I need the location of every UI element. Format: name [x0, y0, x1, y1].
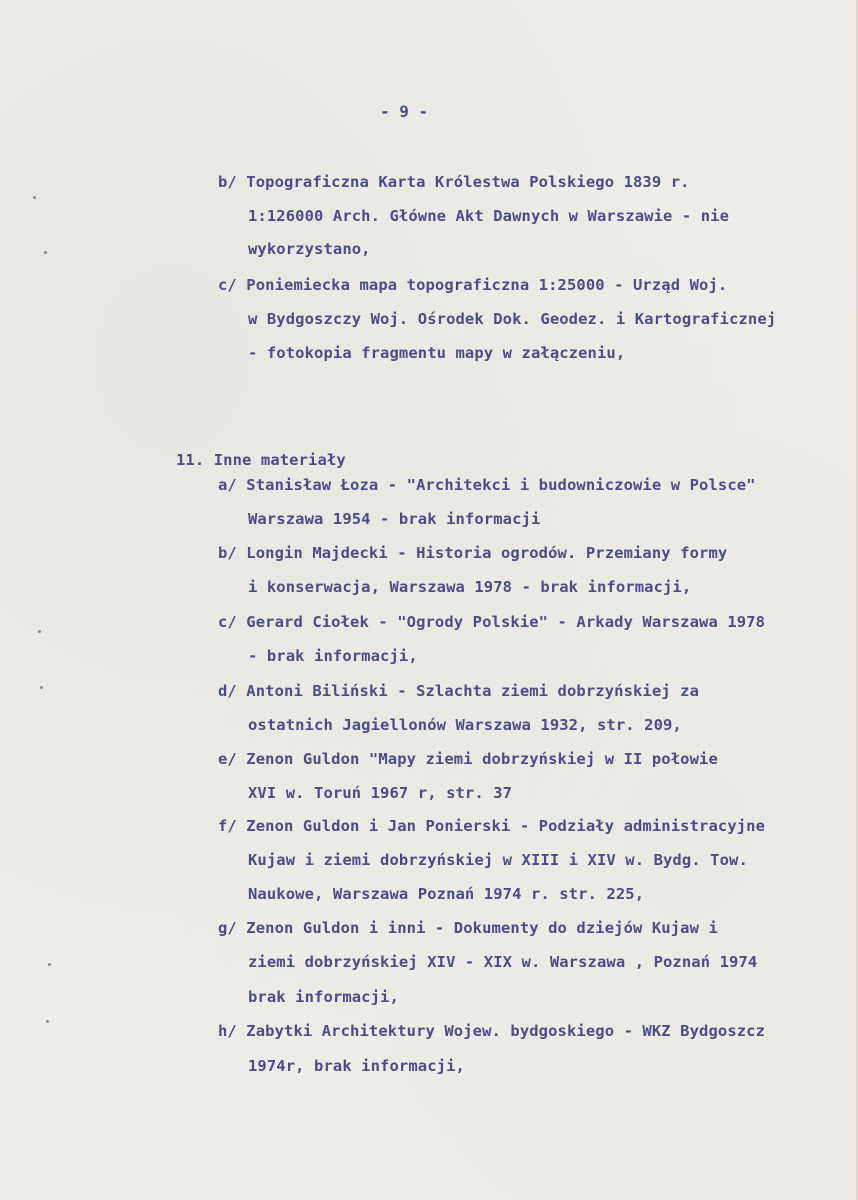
scan-speck	[48, 963, 51, 966]
text-line: d/ Antoni Biliński - Szlachta ziemi dobrzyńskiej za	[218, 682, 700, 700]
text-line: c/ Gerard Ciołek - "Ogrody Polskie" - Arkady Warszawa 1978	[218, 613, 766, 631]
text-line: wykorzystano,	[248, 240, 371, 258]
text-line: g/ Zenon Guldon i inni - Dokumenty do dziejów Kujaw i	[218, 919, 718, 937]
scan-speck	[46, 1020, 49, 1023]
text-line: ziemi dobrzyńskiej XIV - XIX w. Warszawa , Poznań 1974	[248, 953, 758, 971]
text-line: b/ Longin Majdecki - Historia ogrodów. Przemiany formy	[218, 544, 728, 562]
text-line: - brak informacji,	[248, 647, 418, 665]
text-line: brak informacji,	[248, 988, 399, 1006]
text-line: Warszawa 1954 - brak informacji	[248, 510, 541, 528]
text-line: b/ Topograficzna Karta Królestwa Polskiego 1839 r.	[218, 173, 690, 191]
scan-speck	[40, 686, 43, 689]
text-line: f/ Zenon Guldon i Jan Ponierski - Podziały administracyjne	[218, 817, 766, 835]
text-line: XVI w. Toruń 1967 r, str. 37	[248, 784, 513, 802]
text-line: 1:126000 Arch. Główne Akt Dawnych w Warszawie - nie	[248, 207, 730, 225]
text-line: Naukowe, Warszawa Poznań 1974 r. str. 225,	[248, 885, 645, 903]
text-line: c/ Poniemiecka mapa topograficzna 1:25000 - Urząd Woj.	[218, 276, 728, 294]
text-line: 1974r, brak informacji,	[248, 1057, 465, 1075]
text-line: - fotokopia fragmentu mapy w załączeniu,	[248, 344, 626, 362]
text-line: i konserwacja, Warszawa 1978 - brak informacji,	[248, 578, 692, 596]
text-line: h/ Zabytki Architektury Wojew. bydgoskiego - WKZ Bydgoszcz	[218, 1022, 766, 1040]
scan-speck	[44, 251, 47, 254]
text-line: a/ Stanisław Łoza - "Architekci i budowniczowie w Polsce"	[218, 476, 756, 494]
scan-speck	[38, 630, 41, 633]
text-line: e/ Zenon Guldon "Mapy ziemi dobrzyńskiej w II połowie	[218, 750, 718, 768]
text-line: ostatnich Jagiellonów Warszawa 1932, str. 209,	[248, 716, 682, 734]
scan-speck	[33, 196, 36, 199]
text-line: Kujaw i ziemi dobrzyńskiej w XIII i XIV w. Bydg. Tow.	[248, 851, 748, 869]
page-number: - 9 -	[380, 102, 429, 121]
section-heading: 11. Inne materiały	[176, 451, 346, 469]
text-line: w Bydgoszczy Woj. Ośrodek Dok. Geodez. i Kartograficznej	[248, 310, 777, 328]
